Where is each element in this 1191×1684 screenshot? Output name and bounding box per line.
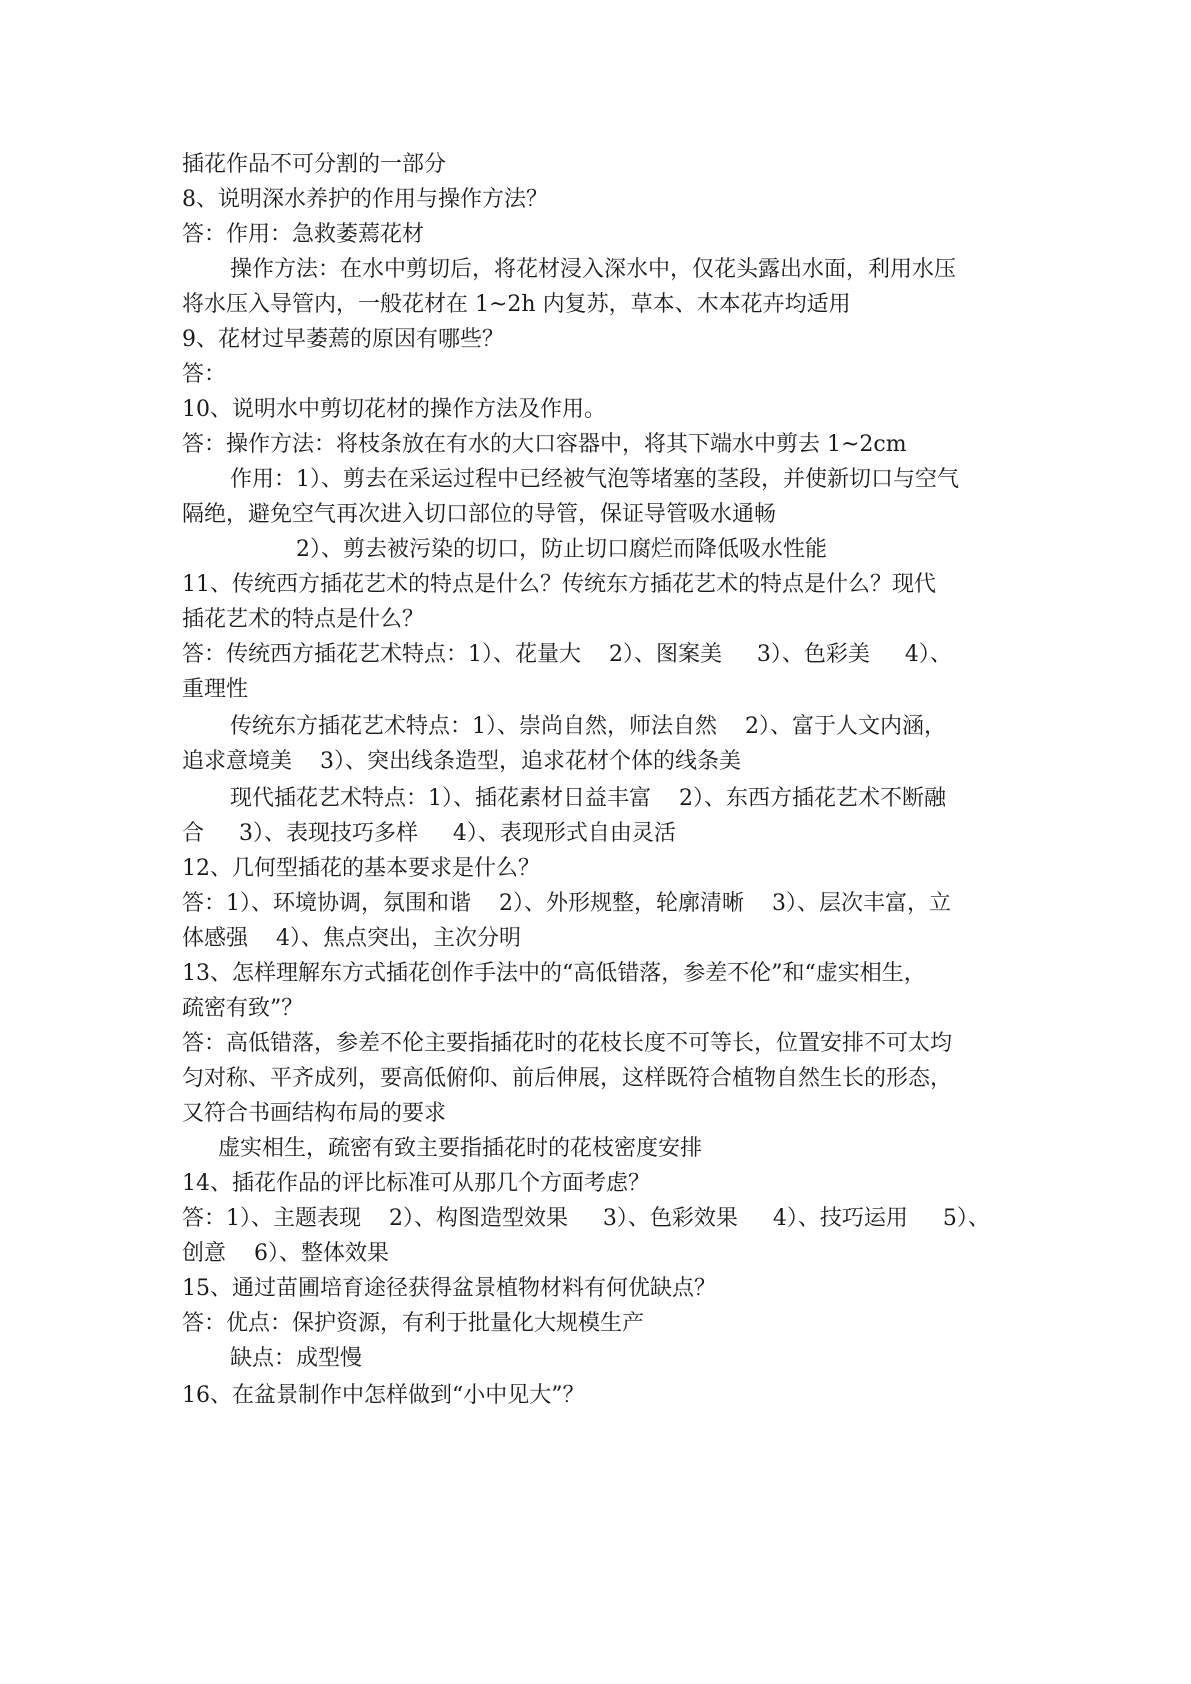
answer-line: 缺点：成型慢 bbox=[230, 1346, 363, 1371]
answer-line: 答： bbox=[182, 362, 227, 387]
answer-line: 体感强 4）、焦点突出，主次分明 bbox=[182, 926, 521, 951]
answer-line: 又符合书画结构布局的要求 bbox=[182, 1101, 447, 1126]
answer-line: 操作方法：在水中剪切后，将花材浸入深水中，仅花头露出水面，利用水压 bbox=[230, 257, 957, 282]
answer-line: 现代插花艺术特点：1）、插花素材日益丰富 2）、东西方插花艺术不断融 bbox=[230, 786, 946, 811]
answer-line: 答：操作方法：将枝条放在有水的大口容器中，将其下端水中剪去 1~2cm bbox=[182, 432, 907, 457]
answer-line: 答：高低错落，参差不伦主要指插花时的花枝长度不可等长，位置安排不可太均 bbox=[182, 1031, 953, 1056]
answer-line: 传统东方插花艺术特点：1）、崇尚自然，师法自然 2）、富于人文内涵， bbox=[230, 714, 946, 739]
answer-line: 答：1）、主题表现 2）、构图造型效果 3）、色彩效果 4）、技巧运用 5）、 bbox=[182, 1206, 990, 1231]
answer-line: 隔绝，避免空气再次进入切口部位的导管，保证导管吸水通畅 bbox=[182, 502, 777, 527]
answer-line: 创意 6）、整体效果 bbox=[182, 1241, 389, 1266]
answer-line: 匀对称、平齐成列，要高低俯仰、前后伸展，这样既符合植物自然生长的形态， bbox=[182, 1066, 953, 1091]
question-12: 12、几何型插花的基本要求是什么？ bbox=[182, 856, 540, 881]
answer-line: 追求意境美 3）、突出线条造型，追求花材个体的线条美 bbox=[182, 749, 741, 774]
answer-line: 答：优点：保护资源，有利于批量化大规模生产 bbox=[182, 1311, 645, 1336]
question-11-cont: 插花艺术的特点是什么？ bbox=[182, 607, 425, 632]
question-10: 10、说明水中剪切花材的操作方法及作用。 bbox=[182, 397, 606, 422]
question-9: 9、花材过早萎蔫的原因有哪些？ bbox=[182, 327, 504, 352]
answer-line: 2）、剪去被污染的切口，防止切口腐烂而降低吸水性能 bbox=[296, 537, 827, 562]
answer-line: 答：1）、环境协调，氛围和谐 2）、外形规整，轮廓清晰 3）、层次丰富，立 bbox=[182, 891, 951, 916]
question-14: 14、插花作品的评比标准可从那几个方面考虑？ bbox=[182, 1171, 650, 1196]
answer-line: 虚实相生，疏密有致主要指插花时的花枝密度安排 bbox=[218, 1136, 703, 1161]
answer-line: 作用：1）、剪去在采运过程中已经被气泡等堵塞的茎段，并使新切口与空气 bbox=[230, 467, 959, 492]
text-line: 插花作品不可分割的一部分 bbox=[182, 152, 447, 177]
answer-line: 答：作用：急救萎蔫花材 bbox=[182, 222, 425, 247]
question-15: 15、通过苗圃培育途径获得盆景植物材料有何优缺点？ bbox=[182, 1276, 716, 1301]
answer-line: 合 3）、表现技巧多样 4）、表现形式自由灵活 bbox=[182, 821, 676, 846]
question-16: 16、在盆景制作中怎样做到“小中见大”？ bbox=[182, 1383, 585, 1408]
question-8: 8、说明深水养护的作用与操作方法？ bbox=[182, 187, 548, 212]
question-13: 13、怎样理解东方式插花创作手法中的“高低错落，参差不伦”和“虚实相生， bbox=[182, 961, 926, 986]
question-11: 11、传统西方插花艺术的特点是什么？传统东方插花艺术的特点是什么？现代 bbox=[182, 572, 936, 597]
answer-line: 答：传统西方插花艺术特点：1）、花量大 2）、图案美 3）、色彩美 4）、 bbox=[182, 642, 952, 667]
answer-line: 重理性 bbox=[182, 677, 249, 702]
answer-line: 将水压入导管内，一般花材在 1~2h 内复苏，草本、木本花卉均适用 bbox=[182, 292, 851, 317]
question-13-cont: 疏密有致”？ bbox=[182, 996, 304, 1021]
